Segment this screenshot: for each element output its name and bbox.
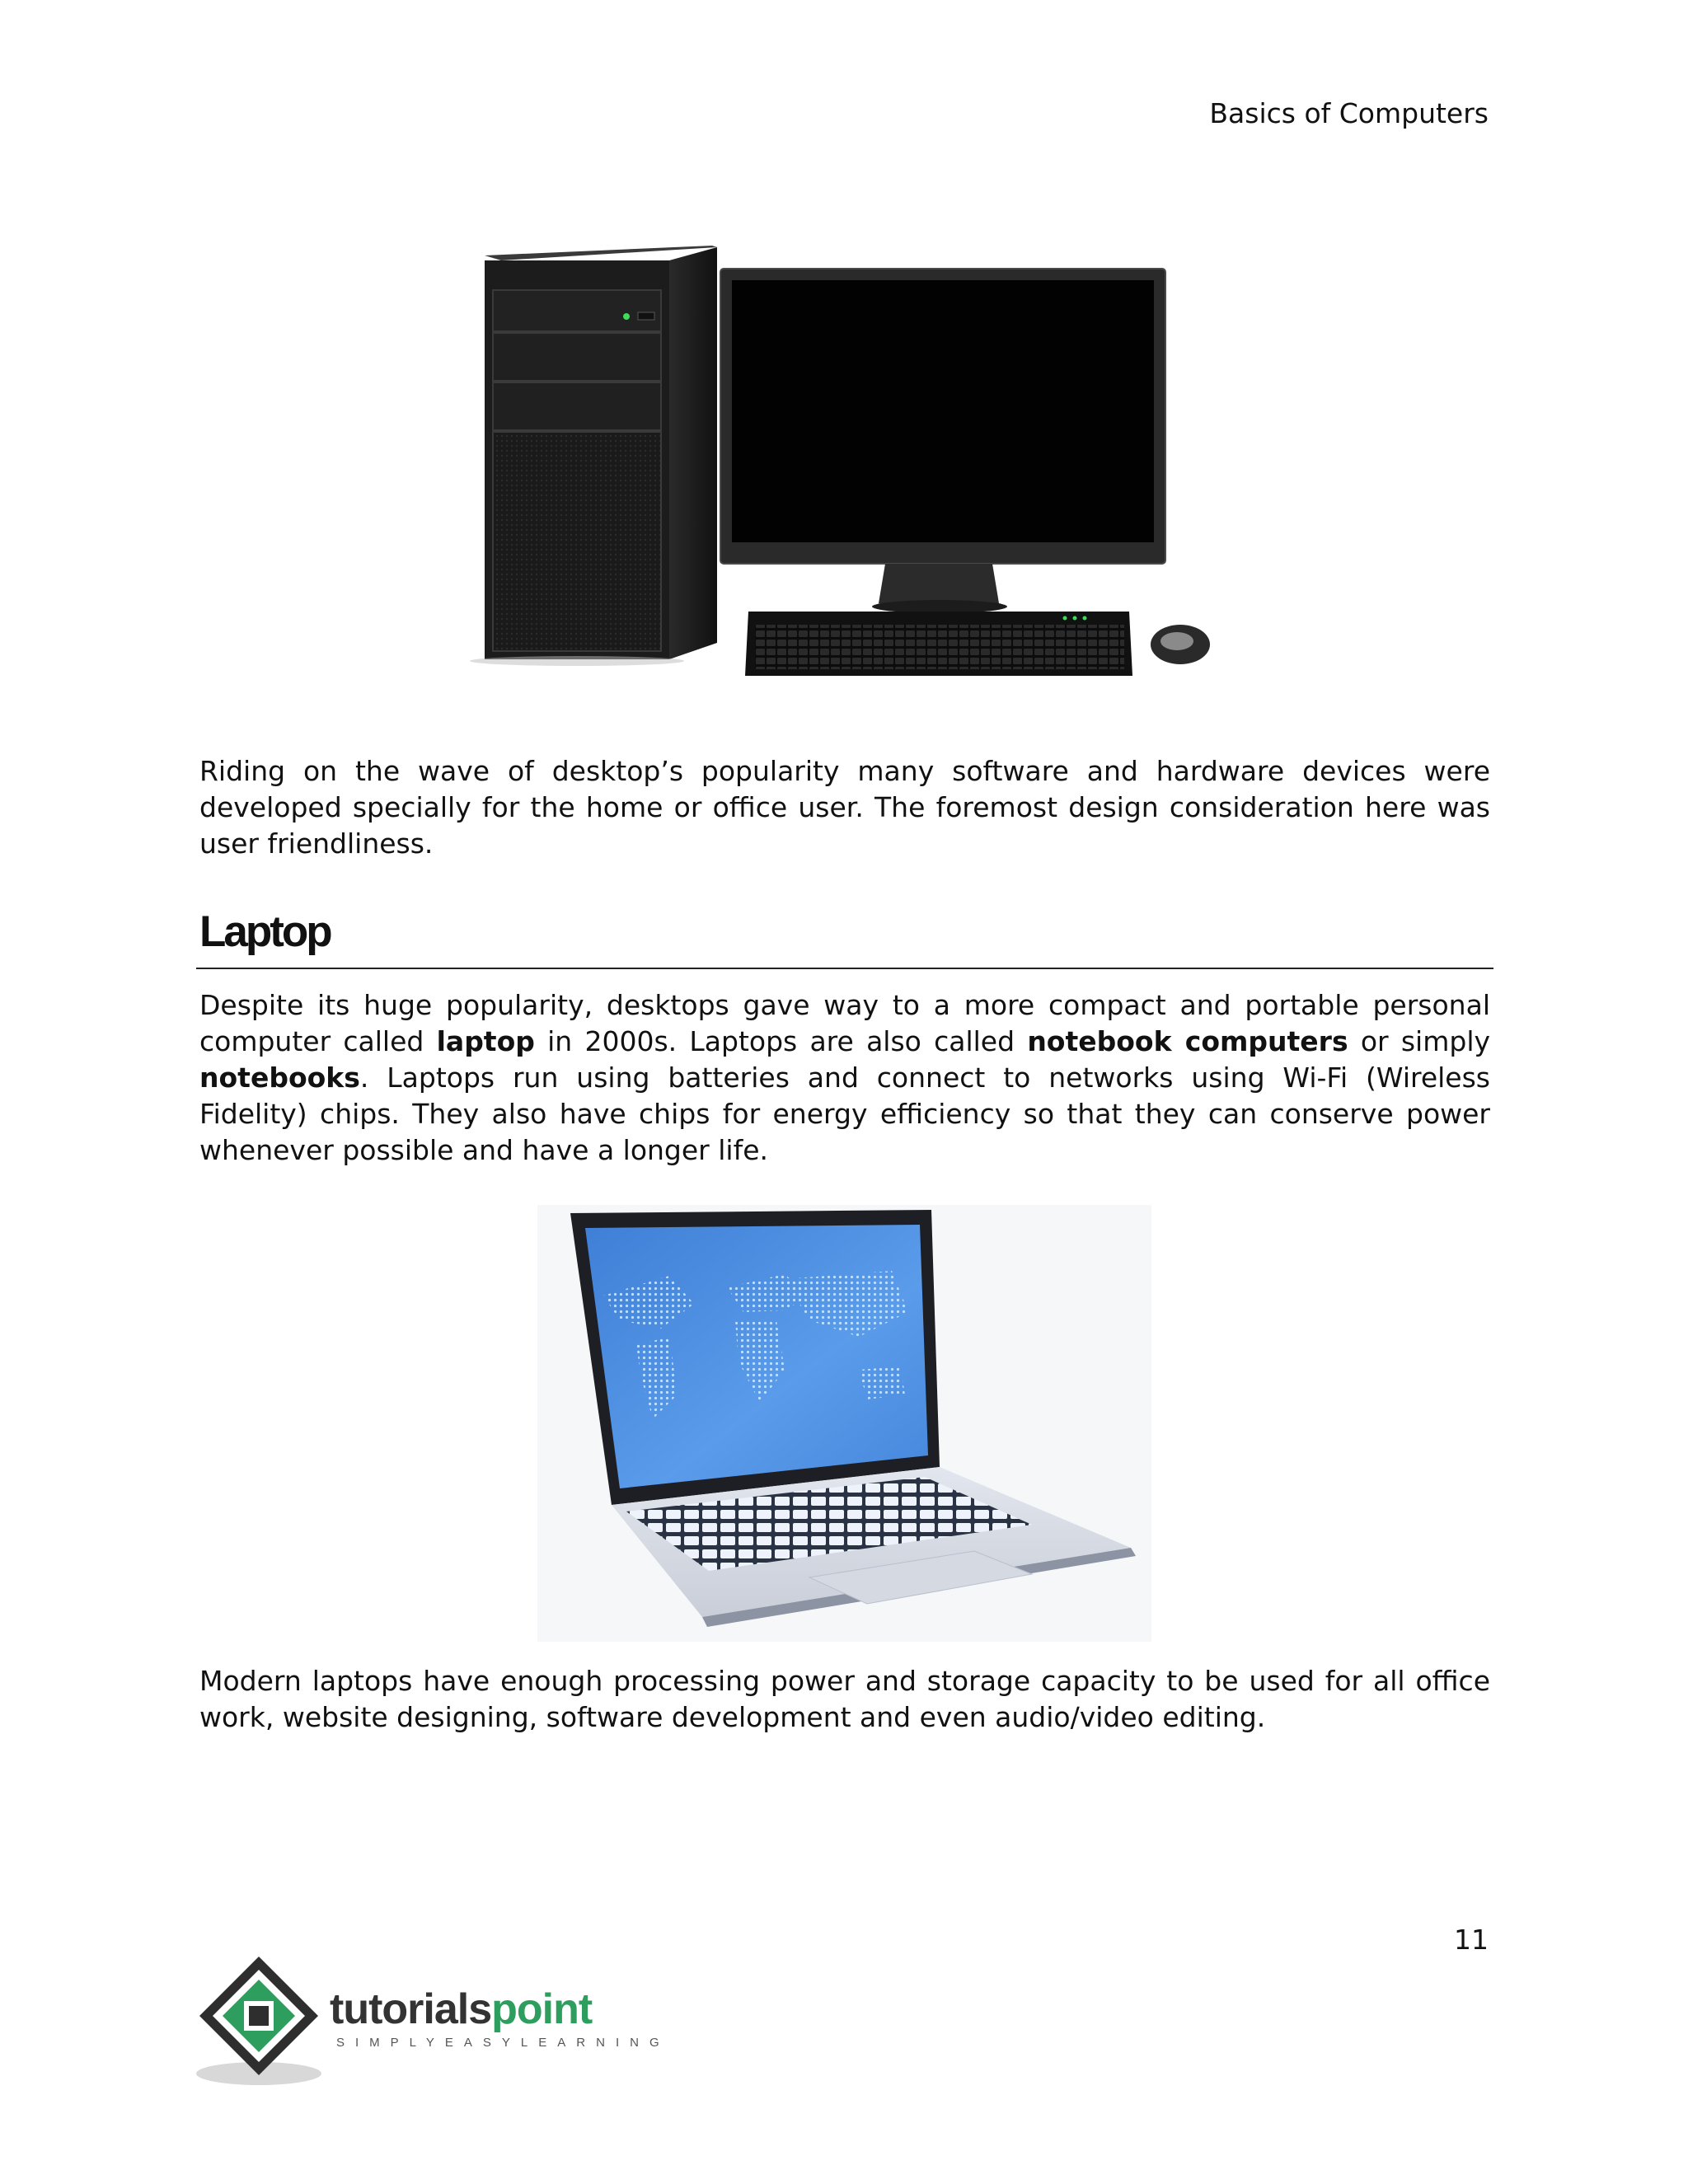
paragraph-text: in 2000s. Laptops are also called xyxy=(534,1025,1028,1057)
paragraph-text: or simply xyxy=(1348,1025,1491,1057)
paragraph-laptop-intro xyxy=(199,987,1490,1169)
term-laptop: laptop xyxy=(436,1025,535,1057)
section-heading-laptop: Laptop xyxy=(199,907,331,956)
logo-tagline: SIMPLYEASYLEARNING xyxy=(336,2036,670,2050)
logo-word-tutorials: tutorials xyxy=(330,1985,492,2033)
tower-case xyxy=(470,246,717,666)
tutorialspoint-logo xyxy=(195,1952,670,2092)
keyboard xyxy=(745,612,1132,676)
paragraph-desktop-popularity: Riding on the wave of desktop’s popularity many software and hardware devices were developed specially for the home or office user. The foremost design consideration here was user friendliness. xyxy=(199,755,1490,860)
term-notebooks: notebooks xyxy=(199,1062,360,1094)
monitor xyxy=(720,269,1165,613)
desktop-computer-image xyxy=(455,231,1246,692)
logo-wordmark xyxy=(330,1985,592,2034)
mouse xyxy=(1151,625,1210,664)
laptop-image xyxy=(537,1205,1151,1642)
paragraph-modern-laptops: Modern laptops have enough processing power and storage capacity to be used for all office work, website designing, software development and even audio/video editing. xyxy=(199,1665,1490,1733)
paragraph-text: Despite its huge popularity, desktops gave way to a more compact and portable personal computer called xyxy=(199,989,1490,1057)
running-header: Basics of Computers xyxy=(1209,97,1489,129)
page-number: 11 xyxy=(1454,1924,1489,1956)
paragraph-text: . Laptops run using batteries and connect to networks using Wi-Fi (Wireless Fidelity) chips. They also have chips for energy efficiency so that they can conserve power whenever possible and have a longer life. xyxy=(199,1062,1490,1166)
heading-rule xyxy=(196,968,1493,969)
term-notebook-computers: notebook computers xyxy=(1027,1025,1348,1057)
logo-word-point: point xyxy=(491,1985,593,2033)
